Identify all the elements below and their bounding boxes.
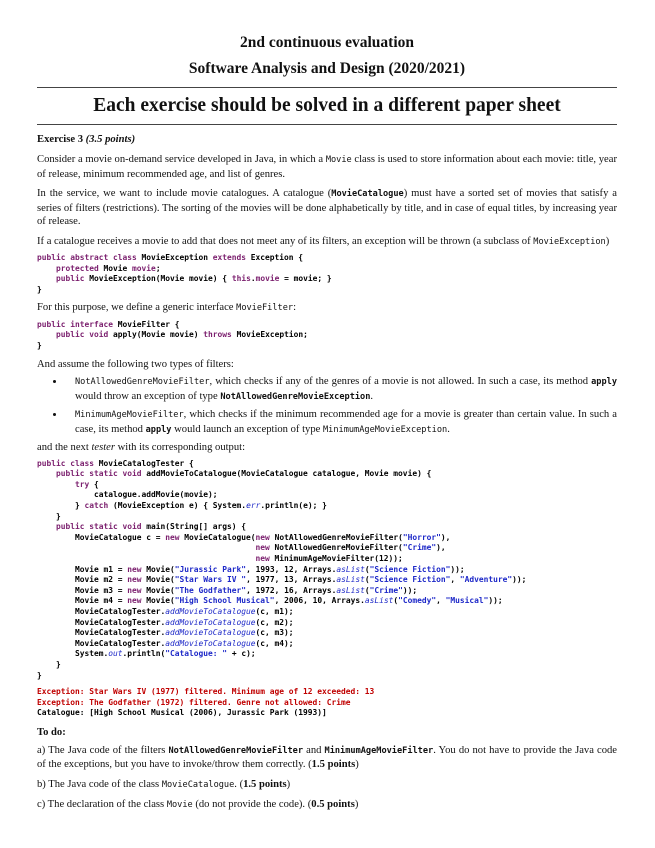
exercise-heading [37,133,617,147]
todo-item-b: b) The Java code of the class MovieCatalogue. (1.5 points) [37,778,291,790]
paragraph-exception: If a catalogue receives a movie to add that does not meet any of its filters, an exception will be thrown (a subclass of MovieException) [37,235,610,247]
code-movie-exception: public abstract class MovieException extends Exception { protected Movie movie; public MovieException(Movie movie) { this.movie = movie; } } [37,253,332,294]
paragraph-tester: and the next tester with its corresponding output: [37,442,246,454]
exercise-points: (3.5 points) [85,134,136,145]
paragraph-catalogue: In the service, we want to include movie catalogues. A catalogue (MovieCatalogue) must have a sorted set of movies that satisfy a series of filters (restrictions). The sorting of the movies will be done alphabetically by title, and in case of equal titles, by increasing year of release. [37,188,617,227]
output-line: Exception: The Godfather (1972) filtered. Genre not allowed: Crime [37,697,351,707]
exercise-title: Exercise 3 [37,134,83,145]
program-output [37,687,617,719]
output-line: Exception: Star Wars IV (1977) filtered. Minimum age of 12 exceeded: 13 [37,687,375,697]
document-page [37,0,617,813]
paragraph-filters: And assume the following two types of filters: [37,358,234,370]
course-title: Software Analysis and Design (2020/2021) [188,60,466,77]
code-movie-filter: public interface MovieFilter { public void apply(Movie movie) throws MovieException; } [37,319,308,351]
paragraph-intro: Consider a movie on-demand service developed in Java, in which a Movie class is used to store information about each movie: title, year of release, minimum recommended age, and list of genres. [37,154,617,180]
list-item: • NotAllowedGenreMovieFilter, which checks if any of the genres of a movie is not allowed. In such a case, its method apply would throw an exception of type NotAllowedGenreMovieException. [65,375,617,404]
banner-divider [37,124,617,125]
filter-list [37,375,617,437]
paragraph-interface: For this purpose, we define a generic interface MovieFilter: [37,302,297,314]
todo-item-a: a) The Java code of the filters NotAllowedGenreMovieFilter and MinimumAgeMovieFilter. You do not have to provide the Java code of the exceptions, but you have to invoke/throw them correctly. (1.5 points) [37,744,617,771]
list-item: • MinimumAgeMovieFilter, which checks if the minimum recommended age for a movie is greater than certain value. In such a case, its method apply would launch an exception of type MinimumAgeMovieException. [65,408,617,437]
instructions-banner: Each exercise should be solved in a different paper sheet [93,95,561,116]
code-tester: public class MovieCatalogTester { public static void addMovieToCatalogue(MovieCatalogue catalogue, Movie movie) { try { catalogue.addMovie(movie); } catch (MovieException e) { System.err.println(e); } } public static void main(String[] args) { MovieCatalogue c = new MovieCatalogue(new NotAllowedGenreMovieFilter("Horror"), new NotAllowedGenreMovieFilter("Crime"), new MinimumAgeMovieFilter(12)); Movie m1 = new Movie("Jurassic Park", 1993, 12, Arrays.asList("Science Fiction")); Movie m2 = new Movie("Star Wars IV ", 1977, 13, Arrays.asList("Science Fiction", "Adventure")); Movie m3 = new Movie("The Godfather", 1972, 16, Arrays.asList("Crime")); Movie m4 = new Movie("High School Musical", 2006, 10, Arrays.asList("Comedy", "Musical")); MovieCatalogTester.addMovieToCatalogue(c, m1); MovieCatalogTester.addMovieToCatalogue(c, m2); MovieCatalogTester.addMovieToCatalogue(c, m3); MovieCatalogTester.addMovieToCatalogue(c, m4); System.out.println("Catalogue: " + c); } } [37,458,527,680]
output-line: Catalogue: [High School Musical (2006), Jurassic Park (1993)] [37,708,327,718]
todo-item-c: c) The declaration of the class Movie (do not provide the code). (0.5 points) [37,799,359,811]
top-divider [37,87,617,88]
evaluation-title: 2nd continuous evaluation [240,34,414,51]
todo-heading: To do: [37,726,66,738]
